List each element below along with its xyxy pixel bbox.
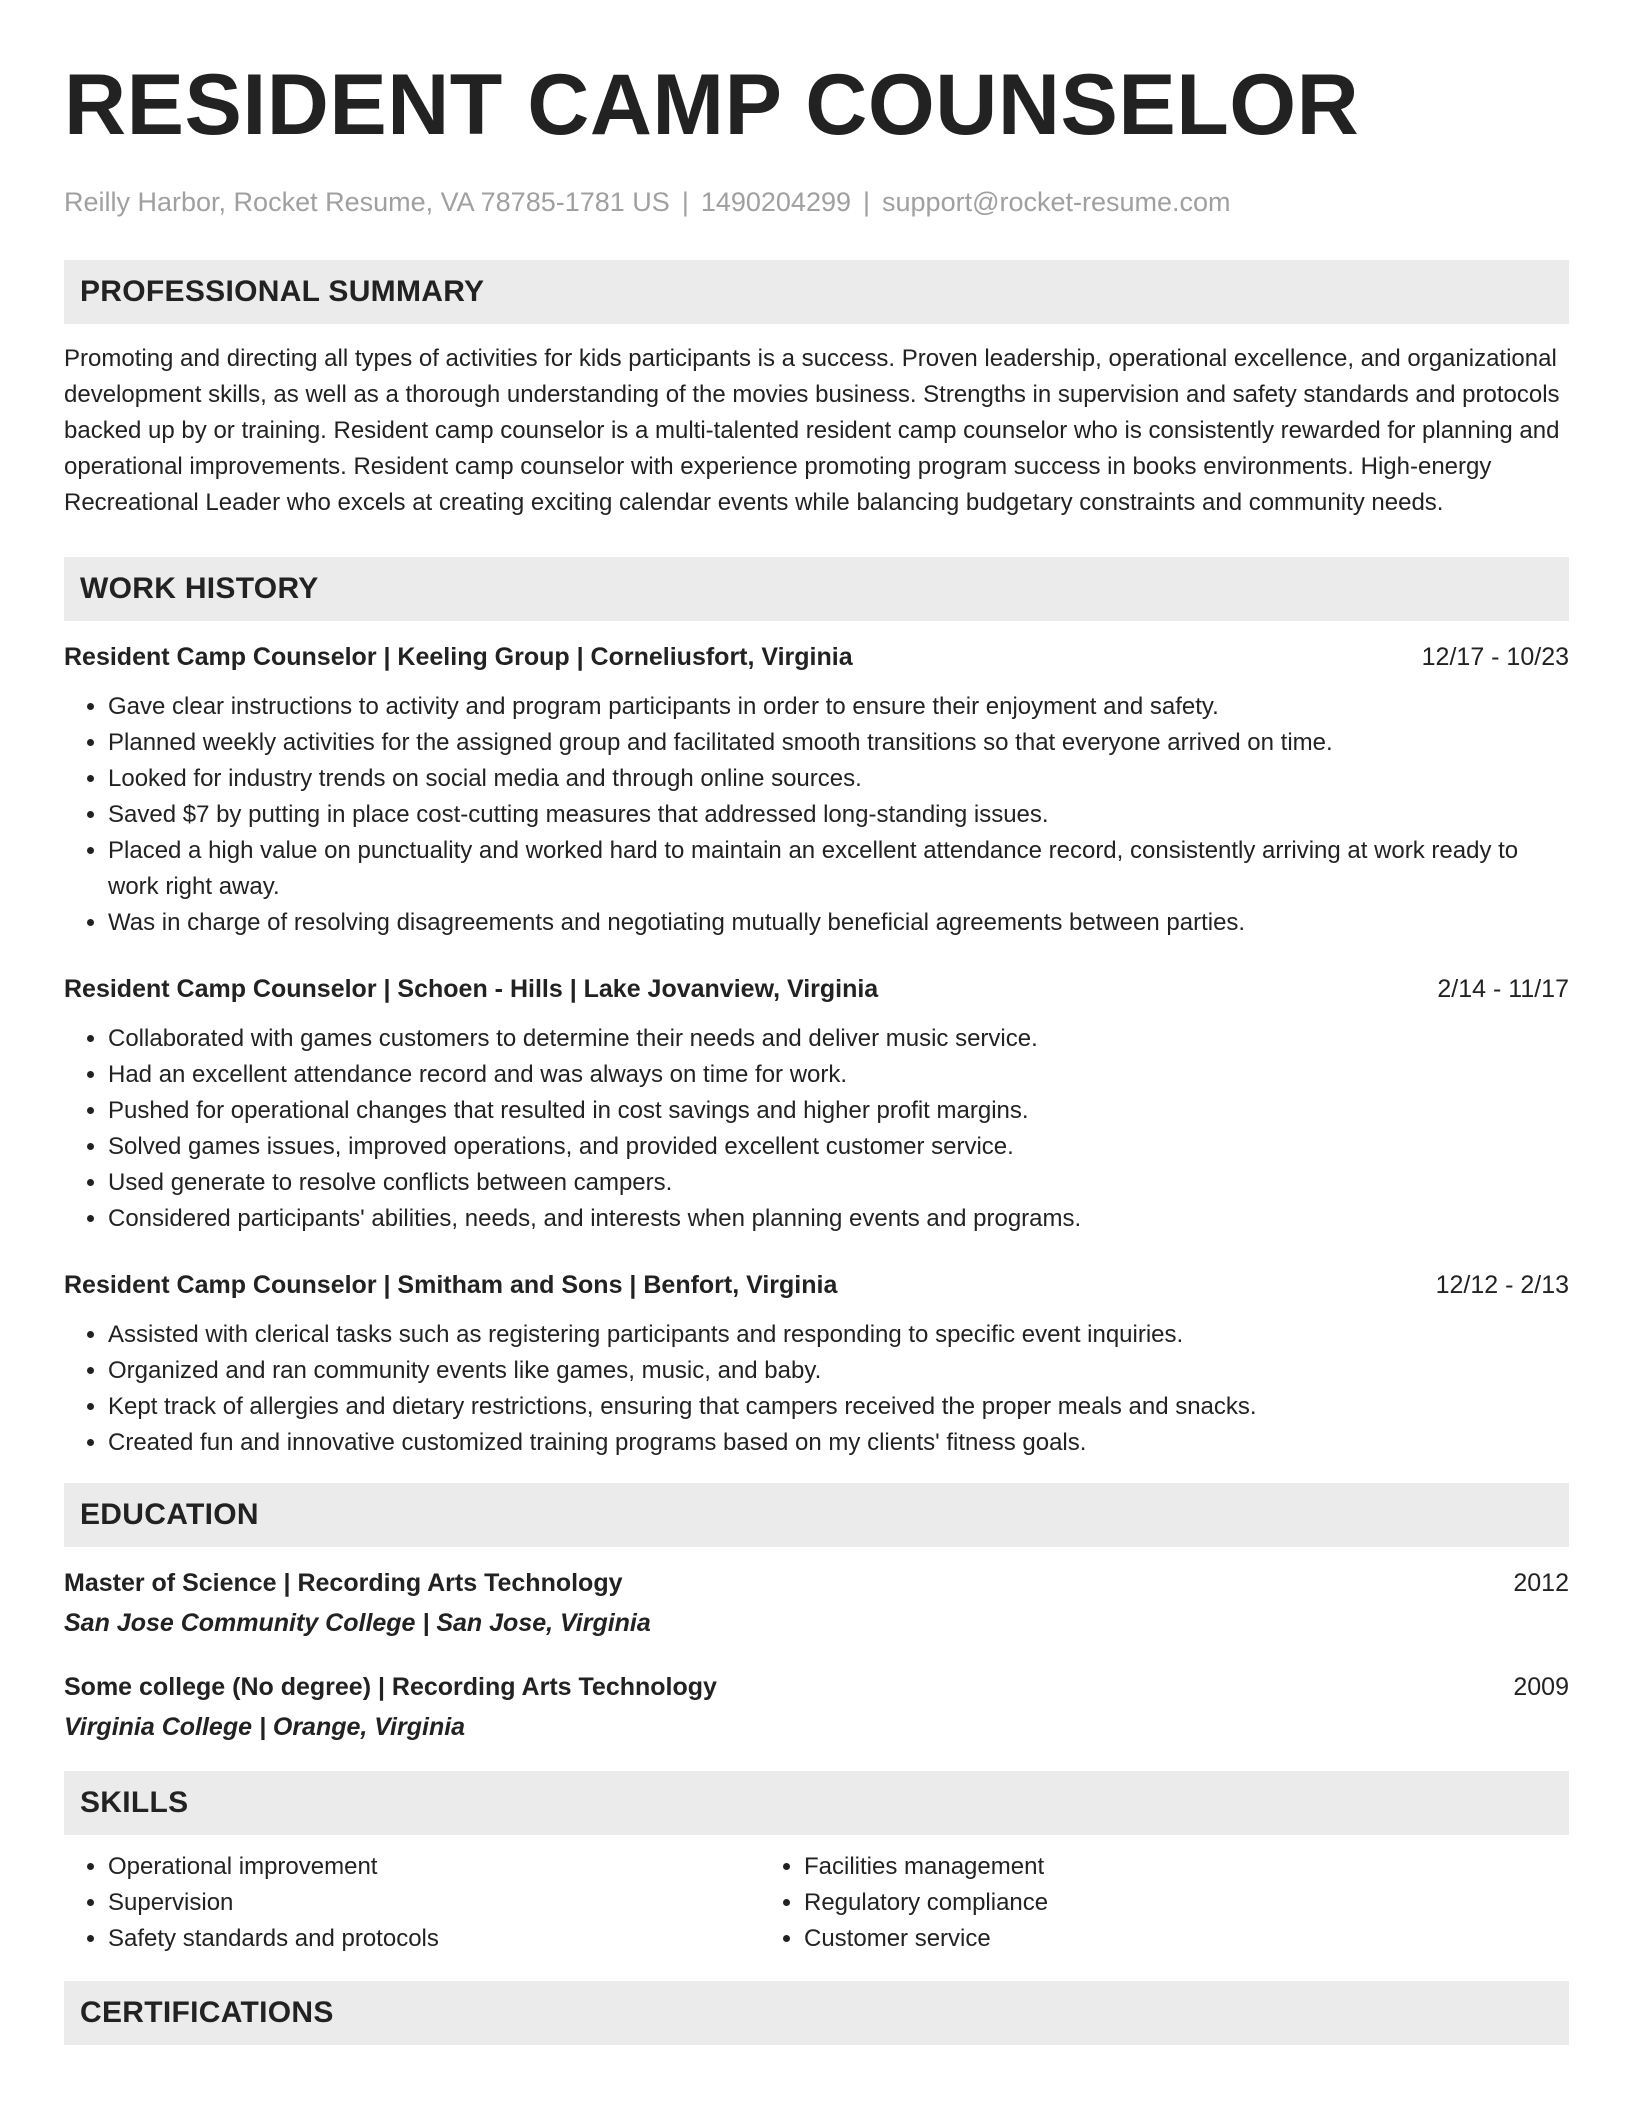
contact-line [64,186,1569,218]
skill-item: • Safety standards and protocols [108,1921,760,1957]
skills-column-left [64,1849,760,1957]
education-year: 2012 [1513,1569,1569,1597]
skill-item: • Regulatory compliance [804,1885,1048,1921]
job-title: Resident Camp Counselor | Smitham and Sons | Benfort, Virginia [64,1271,838,1299]
job-entry [64,1269,1569,1461]
education-entry [64,1671,1569,1743]
job-bullet: • Collaborated with games customers to determine their needs and deliver music service. [108,1021,1569,1057]
skills-list [64,1849,1569,1957]
job-header [64,1269,1569,1301]
contact-separator: | [681,187,689,217]
section-heading-summary: PROFESSIONAL SUMMARY [64,260,1569,324]
job-header [64,973,1569,1005]
contact-separator: | [863,187,871,217]
education-school: San Jose Community College | San Jose, Virginia [64,1609,651,1637]
job-dates: 12/12 - 2/13 [1435,1271,1569,1299]
contact-address: Reilly Harbor, Rocket Resume, VA 78785-1781 US [64,187,670,217]
education-header [64,1567,1569,1599]
job-bullet: • Assisted with clerical tasks such as registering participants and responding to specific event inquiries. [108,1317,1569,1353]
education-entry [64,1567,1569,1639]
education-degree: Some college (No degree) | Recording Arts Technology [64,1673,717,1701]
job-bullet: • Kept track of allergies and dietary restrictions, ensuring that campers received the proper meals and snacks. [108,1389,1569,1425]
education-school: Virginia College | Orange, Virginia [64,1713,466,1741]
job-header [64,641,1569,673]
contact-email: support@rocket-resume.com [882,187,1231,217]
job-bullet: • Was in charge of resolving disagreements and negotiating mutually beneficial agreements between parties. [108,905,1569,941]
job-bullet: • Organized and ran community events like games, music, and baby. [108,1353,1569,1389]
skills-column-right [760,1849,1048,1957]
job-entry [64,641,1569,941]
job-bullets [64,1021,1569,1237]
job-entry [64,973,1569,1237]
skill-item: • Facilities management [804,1849,1048,1885]
job-bullet: • Gave clear instructions to activity and program participants in order to ensure their enjoyment and safety. [108,689,1569,725]
education-year: 2009 [1513,1673,1569,1701]
job-bullet: • Looked for industry trends on social media and through online sources. [108,761,1569,797]
job-bullets [64,1317,1569,1461]
job-title: Resident Camp Counselor | Keeling Group | Corneliusfort, Virginia [64,643,853,671]
job-dates: 2/14 - 11/17 [1437,975,1569,1003]
job-bullet: • Planned weekly activities for the assigned group and facilitated smooth transitions so that everyone arrived on time. [108,725,1569,761]
job-bullet: • Created fun and innovative customized training programs based on my clients' fitness goals. [108,1425,1569,1461]
section-heading-work-history: WORK HISTORY [64,557,1569,621]
job-bullet: • Considered participants' abilities, needs, and interests when planning events and programs. [108,1201,1569,1237]
job-bullet: • Used generate to resolve conflicts between campers. [108,1165,1569,1201]
education-degree: Master of Science | Recording Arts Technology [64,1569,623,1597]
section-heading-certifications: CERTIFICATIONS [64,1981,1569,2045]
skill-item: • Customer service [804,1921,1048,1957]
section-heading-skills: SKILLS [64,1771,1569,1835]
resume-title: RESIDENT CAMP COUNSELOR [64,57,1360,153]
job-bullet: • Saved $7 by putting in place cost-cutting measures that addressed long-standing issues. [108,797,1569,833]
education-header [64,1671,1569,1703]
contact-phone: 1490204299 [700,187,851,217]
job-bullets [64,689,1569,941]
skill-item: • Supervision [108,1885,760,1921]
summary-text: Promoting and directing all types of activities for kids participants is a success. Proven leadership, operational excellence, and organizational development skills, as well as a thorough understanding of the movies business. Strengths in supervision and safety standards and protocols backed up by or training. Resident camp counselor is a multi-talented resident camp counselor who is consistently rewarded for planning and operational improvements. Resident camp counselor with experience promoting program success in books environments. High-energy Recreational Leader who excels at creating exciting calendar events while balancing budgetary constraints and community needs. [64,345,1560,516]
skill-item: • Operational improvement [108,1849,760,1885]
job-dates: 12/17 - 10/23 [1421,643,1569,671]
job-bullet: • Pushed for operational changes that resulted in cost savings and higher profit margins. [108,1093,1569,1129]
section-heading-education: EDUCATION [64,1483,1569,1547]
job-bullet: • Placed a high value on punctuality and worked hard to maintain an excellent attendance record, consistently arriving at work ready to work right away. [108,833,1569,905]
job-bullet: • Had an excellent attendance record and was always on time for work. [108,1057,1569,1093]
job-title: Resident Camp Counselor | Schoen - Hills | Lake Jovanview, Virginia [64,975,879,1003]
job-bullet: • Solved games issues, improved operations, and provided excellent customer service. [108,1129,1569,1165]
